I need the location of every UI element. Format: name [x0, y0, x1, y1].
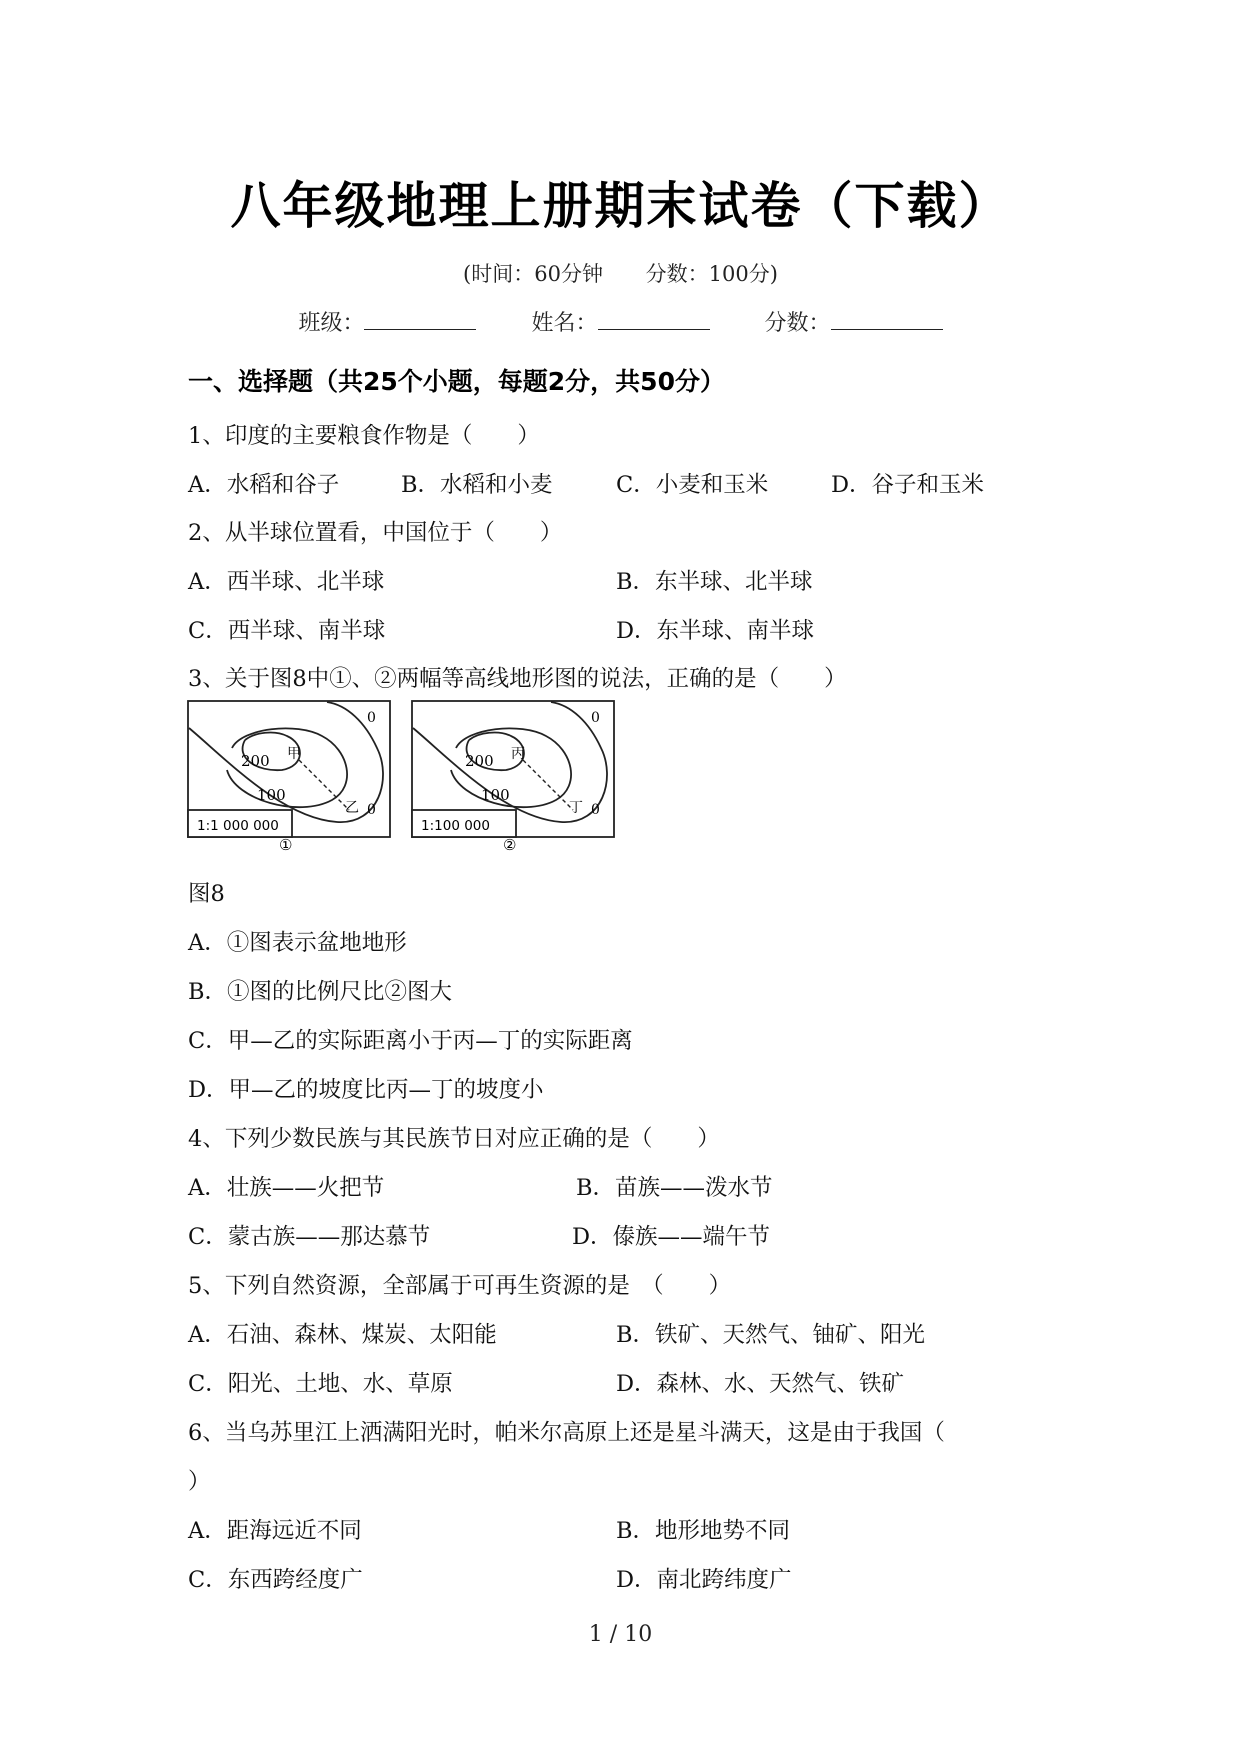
option: B．地形地势不同 [616, 1518, 791, 1544]
option: D．森林、水、天然气、铁矿 [616, 1371, 905, 1397]
class-blank [364, 311, 476, 330]
question-stem: 6、当乌苏里江上洒满阳光时，帕米尔高原上还是星斗满天，这是由于我国（ [188, 1420, 945, 1446]
option: B．苗族——泼水节 [576, 1175, 773, 1201]
name-blank [598, 311, 710, 330]
point-label-a: 甲 [287, 746, 301, 762]
option: A．距海远近不同 [188, 1518, 362, 1544]
contour-label-0-bottom: 0 [367, 802, 376, 818]
option-row [188, 1562, 1088, 1592]
option-row [188, 467, 1088, 497]
map-number: ① [279, 836, 293, 852]
question-stem: 3、关于图8中①、②两幅等高线地形图的说法，正确的是（ ） [188, 666, 847, 692]
option: C．甲—乙的实际距离小于丙—丁的实际距离 [188, 1028, 633, 1054]
option: A．石油、森林、煤炭、太阳能 [188, 1322, 497, 1348]
question-stem: 2、从半球位置看，中国位于（ ） [188, 520, 563, 546]
option: C．阳光、土地、水、草原 [188, 1371, 453, 1397]
name-label: 姓名： [531, 311, 598, 336]
class-label: 班级： [298, 311, 365, 336]
scale-label: 1:1 000 000 [197, 818, 279, 834]
contour-label-100: 100 [257, 786, 286, 804]
exam-total-score: 分数：100分) [645, 262, 778, 286]
option: B．①图的比例尺比②图大 [188, 979, 453, 1005]
option-row [188, 1170, 1088, 1200]
contour-map-1 [187, 700, 393, 852]
contour-label-200: 200 [241, 752, 270, 770]
class-field [298, 306, 476, 337]
option: A．西半球、北半球 [188, 569, 385, 595]
option-row [188, 1317, 1088, 1347]
exam-info [0, 258, 1241, 288]
option-row [188, 1219, 1088, 1249]
option: D．傣族——端午节 [572, 1224, 771, 1250]
option: C．蒙古族——那达慕节 [188, 1224, 431, 1250]
option: C．西半球、南半球 [188, 618, 386, 644]
question-stem: 4、下列少数民族与其民族节日对应正确的是（ ） [188, 1126, 720, 1152]
page-number: 1 / 10 [588, 1622, 653, 1647]
name-field [531, 306, 709, 337]
contour-label-200: 200 [465, 752, 494, 770]
option: A．壮族——火把节 [188, 1175, 385, 1201]
contour-label-0-top: 0 [367, 710, 376, 726]
option: D．谷子和玉米 [831, 472, 985, 498]
figure-caption: 图8 [188, 881, 225, 907]
score-blank [831, 311, 943, 330]
option: D．东半球、南半球 [616, 618, 815, 644]
question-stem-continuation: ） [188, 1469, 211, 1495]
option: D．甲—乙的坡度比丙—丁的坡度小 [188, 1077, 544, 1103]
point-label-b: 丁 [569, 800, 583, 816]
option: B．水稻和小麦 [401, 472, 553, 498]
option: C．东西跨经度广 [188, 1567, 363, 1593]
contour-label-100: 100 [481, 786, 510, 804]
option: B．东半球、北半球 [616, 569, 813, 595]
score-label: 分数： [764, 311, 831, 336]
option: A．①图表示盆地地形 [188, 930, 407, 956]
question-stem: 1、印度的主要粮食作物是（ ） [188, 423, 540, 449]
score-field [765, 306, 943, 337]
page-title: 八年级地理上册期末试卷（下载） [230, 177, 1011, 235]
point-label-a: 丙 [511, 746, 525, 762]
contour-label-0-bottom: 0 [591, 802, 600, 818]
contour-map-2 [411, 700, 617, 852]
scale-label: 1:100 000 [421, 818, 490, 834]
option-row [188, 613, 1088, 643]
point-label-b: 乙 [345, 800, 359, 816]
section-heading: 一、选择题（共25个小题，每题2分，共50分） [188, 367, 725, 396]
option-row [188, 1366, 1088, 1396]
exam-time: (时间：60分钟 [463, 262, 603, 286]
contour-label-0-top: 0 [591, 710, 600, 726]
student-fields [0, 306, 1241, 337]
option: C．小麦和玉米 [616, 472, 769, 498]
option: A．水稻和谷子 [188, 472, 340, 498]
option: B．铁矿、天然气、铀矿、阳光 [616, 1322, 926, 1348]
option-row [188, 564, 1088, 594]
option: D．南北跨纬度广 [616, 1567, 792, 1593]
map-number: ② [503, 836, 517, 852]
question-stem: 5、下列自然资源，全部属于可再生资源的是 （ ） [188, 1273, 732, 1299]
option-row [188, 1513, 1088, 1543]
